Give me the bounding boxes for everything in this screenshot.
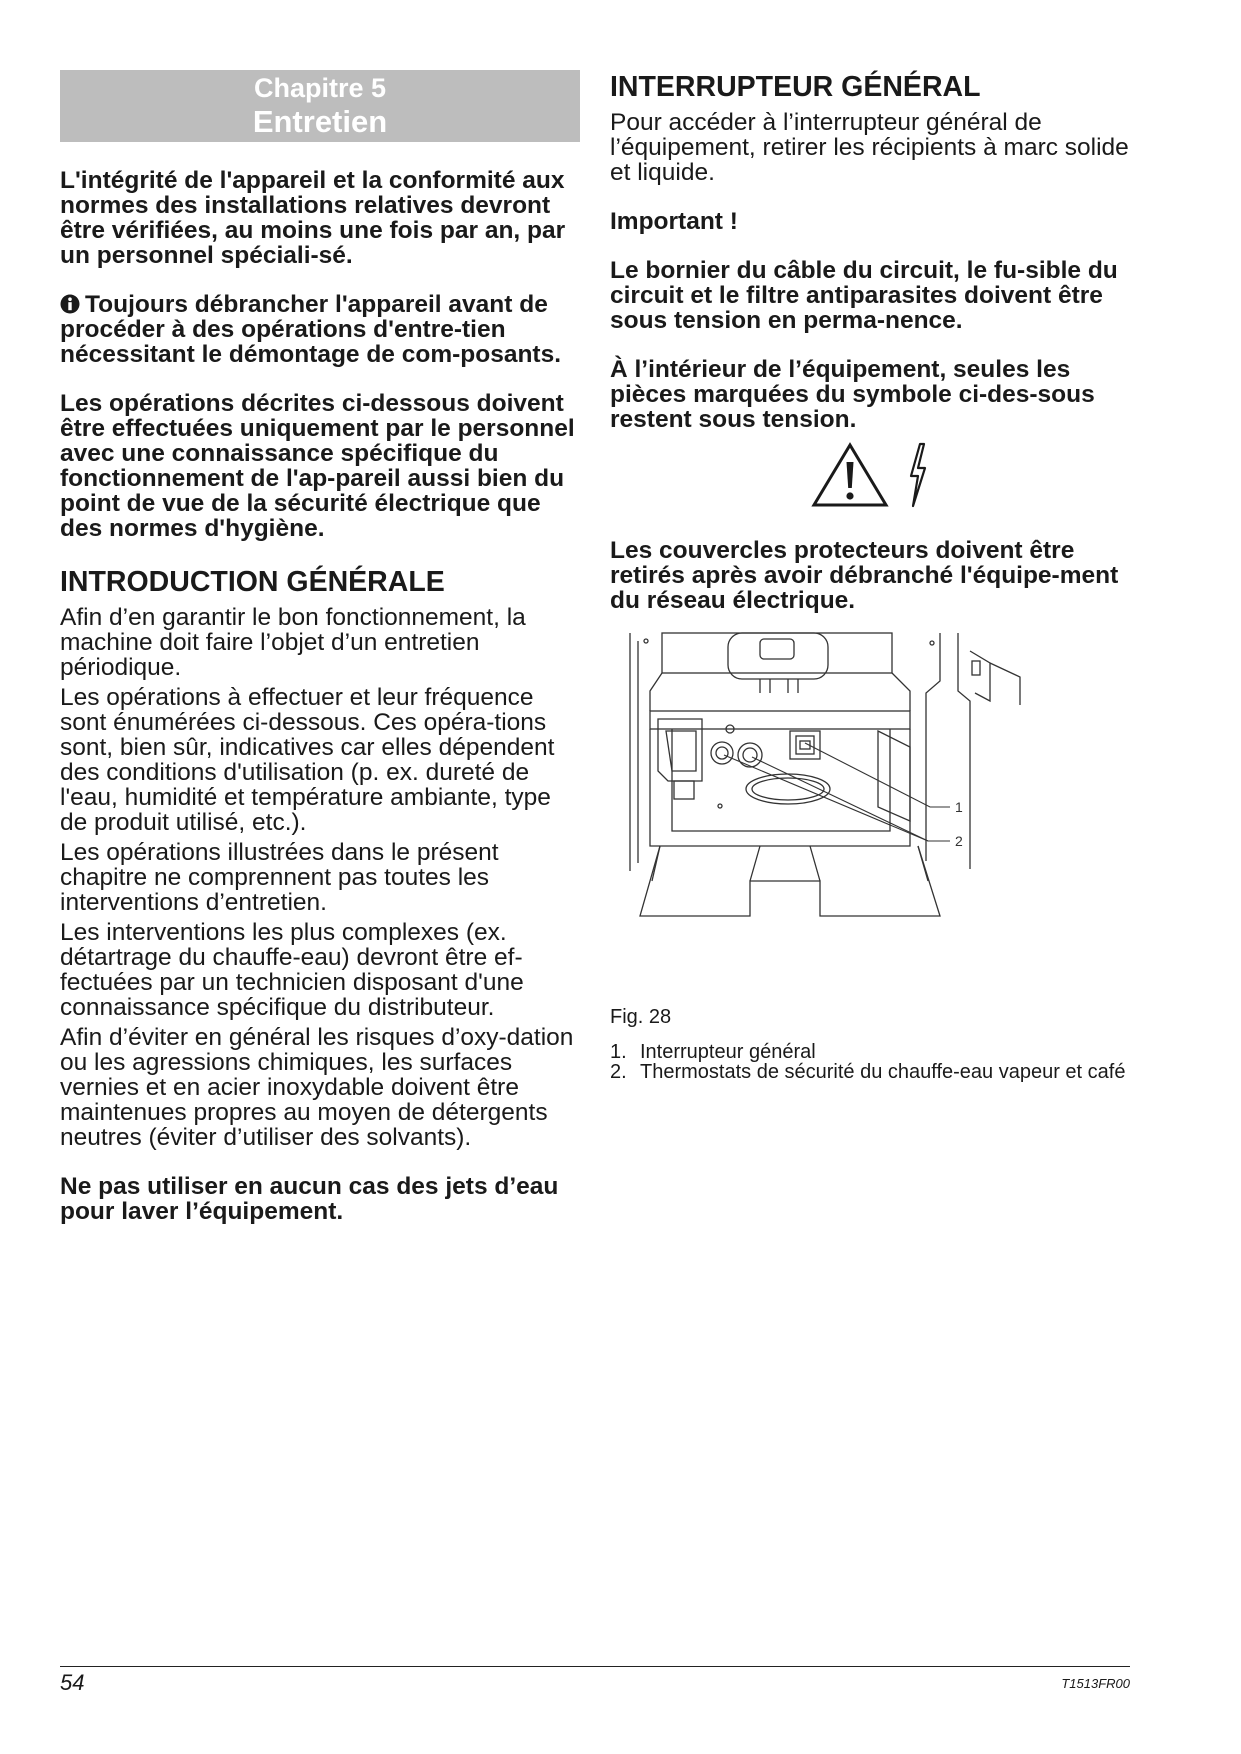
legend-item [610, 1042, 1130, 1062]
intro-paragraph-1: Afin d’en garantir le bon fonctionnement, la machine doit faire l’objet d’un entretien périodique. [60, 604, 526, 681]
legend-item [610, 1062, 1130, 1082]
no-water-jets-warning: Ne pas utiliser en aucun cas des jets d’eau pour laver l’équipement. [60, 1173, 559, 1225]
live-parts-symbols [610, 442, 1130, 512]
info-icon [60, 294, 80, 314]
intro-paragraph-3: Les opérations illustrées dans le présent chapitre ne comprennent pas toutes les interventions d’entretien. [60, 839, 499, 916]
legend-text: Interrupteur général [640, 1041, 816, 1063]
important-label: Important ! [610, 208, 738, 235]
unplug-warning [60, 292, 580, 367]
chapter-header [60, 70, 580, 142]
document-code: T1513FR00 [1061, 1676, 1130, 1691]
right-column [610, 70, 1130, 1082]
annual-check-notice: L'intégrité de l'appareil et la conformité aux normes des installations relatives devront être vérifiées, au moins une fois par an, par un personnel spéciali-sé. [60, 167, 566, 269]
section-title-main-switch: INTERRUPTEUR GÉNÉRAL [610, 71, 981, 103]
intro-paragraph-5: Afin d’éviter en général les risques d’oxy-dation ou les agressions chimiques, les surfaces vernies et en acier inoxydable doivent être maintenues propres au moyen de détergents neutres (éviter d’utiliser des solvants). [60, 1024, 574, 1151]
access-instructions: Pour accéder à l’interrupteur général de l’équipement, retirer les récipients à marc solide et liquide. [610, 109, 1129, 186]
page-number: 54 [60, 1670, 85, 1695]
legend-number: 1. [610, 1041, 627, 1063]
legend-number: 2. [610, 1061, 627, 1083]
left-column [60, 70, 580, 1248]
protective-covers-notice: Les couvercles protecteurs doivent être retirés après avoir débranché l'équipe-ment du réseau électrique. [610, 537, 1119, 614]
lightning-bolt-icon [907, 442, 929, 508]
footer-divider [60, 1666, 1130, 1667]
live-parts-notice-1: Le bornier du câble du circuit, le fu-sible du circuit et le filtre antiparasites doivent être sous tension en perma-nence. [610, 257, 1118, 334]
unplug-warning-text: Toujours débrancher l'appareil avant de procéder à des opérations d'entre-tien nécessitant le démontage de com-posants. [60, 291, 562, 368]
section-title-introduction: INTRODUCTION GÉNÉRALE [60, 566, 445, 598]
machine-interior-figure [610, 631, 1130, 931]
figure-caption: Fig. 28 [610, 1006, 672, 1028]
intro-paragraph-4: Les interventions les plus complexes (ex. détartrage du chauffe-eau) devront être ef-fectuées par un technicien disposant d'une connaissance spécifique du distributeur. [60, 919, 524, 1021]
callout-2: 2 [955, 833, 963, 849]
callout-1: 1 [955, 799, 963, 815]
legend-text: Thermostats de sécurité du chauffe-eau vapeur et café [640, 1061, 1126, 1083]
intro-paragraph-2: Les opérations à effectuer et leur fréquence sont énumérées ci-dessous. Ces opéra-tions sont, bien sûr, indicatives car elles dépendent des conditions d'utilisation (p. ex. dureté de l'eau, humidité et température ambiante, type de produit utilisé, etc.). [60, 684, 555, 836]
qualified-staff-notice: Les opérations décrites ci-dessous doivent être effectuées uniquement par le personnel avec une connaissance spécifique du fonctionnement de l'ap-pareil aussi bien du point de vue de la sécurité électrique que des normes d'hygiène. [60, 390, 575, 542]
live-parts-notice-2: À l’intérieur de l’équipement, seules les pièces marquées du symbole ci-des-sous restent sous tension. [610, 356, 1095, 433]
chapter-title: Entretien [252, 104, 388, 139]
chapter-number: Chapitre 5 [253, 73, 387, 103]
figure-legend [610, 1042, 1130, 1082]
warning-triangle-icon [811, 442, 889, 508]
